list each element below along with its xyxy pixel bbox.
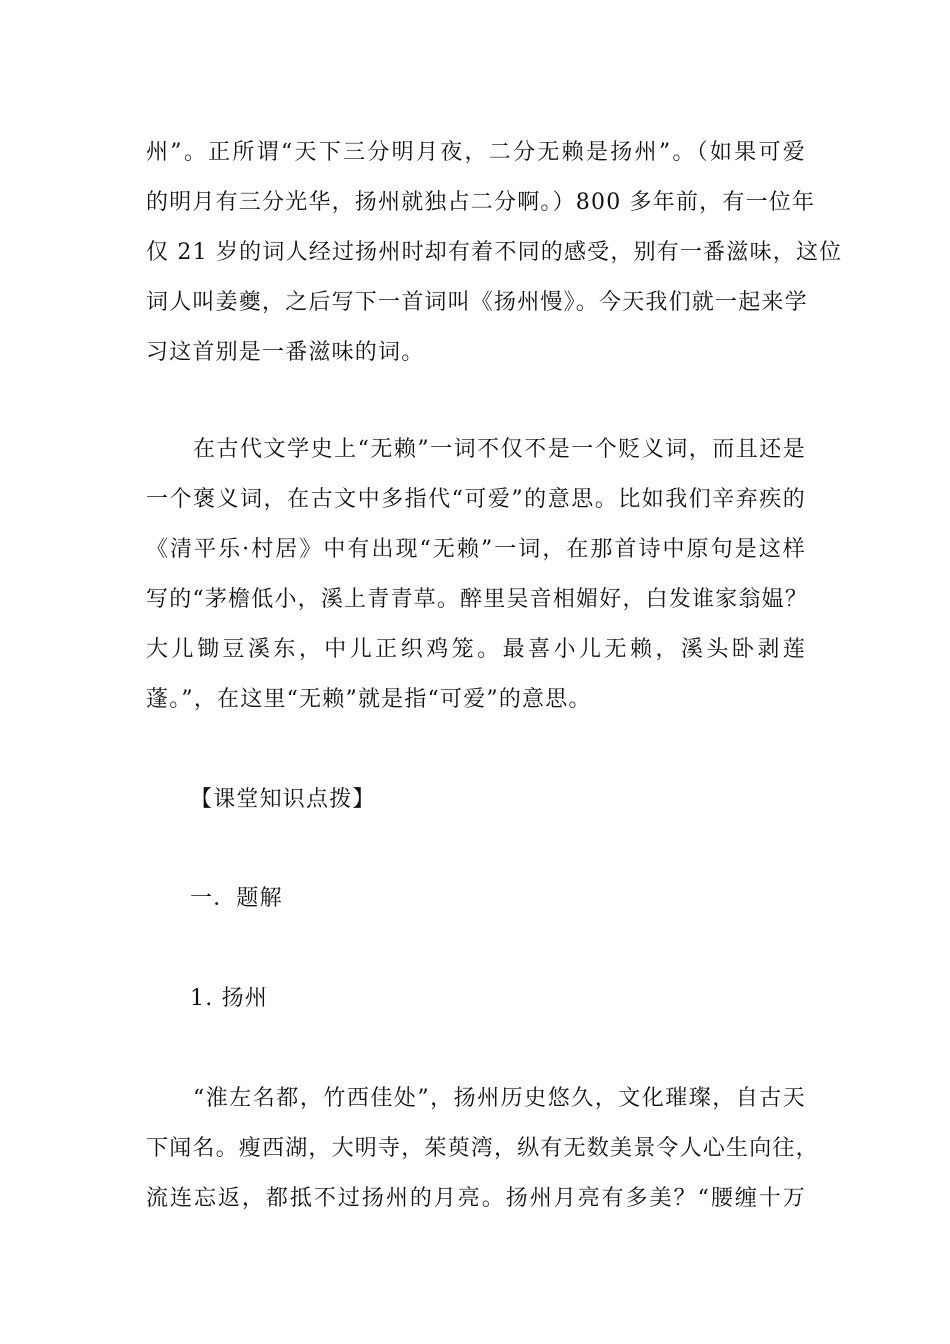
- paragraph-line: 的明月有三分光华，扬州就独占二分啊。）800 多年前，有一位年: [146, 190, 816, 215]
- section-heading-text: 【课堂知识点拨】: [190, 787, 376, 812]
- intro-paragraph: [146, 128, 843, 378]
- paragraph-line: 大儿锄豆溪东，中儿正织鸡笼。最喜小儿无赖，溪头卧剥莲: [146, 637, 806, 662]
- subheading-yangzhou: [146, 974, 850, 1024]
- subheading-title-explanation: [146, 874, 850, 924]
- wulai-paragraph: [146, 425, 809, 725]
- paragraph-line: 一个褒义词，在古文中多指代“可爱”的意思。比如我们辛弃疾的: [146, 487, 806, 512]
- paragraph-line: 流连忘返，都抵不过扬州的月亮。扬州月亮有多美？“腰缠十万: [146, 1186, 806, 1211]
- paragraph-line: 写的“茅檐低小，溪上青青草。醉里吴音相媚好，白发谁家翁媪？: [146, 587, 809, 612]
- paragraph-line: 词人叫姜夔，之后写下一首词叫《扬州慢》。今天我们就一起来学: [146, 290, 808, 315]
- subheading-text: 一．题解: [190, 886, 283, 911]
- yangzhou-paragraph: [146, 1074, 819, 1224]
- paragraph-line: 下闻名。瘦西湖，大明寺，茱萸湾，纵有无数美景令人心生向往，: [146, 1136, 819, 1161]
- paragraph-line: 在古代文学史上“无赖”一词不仅不是一个贬义词，而且还是: [146, 437, 806, 462]
- subheading-text: 1. 扬州: [190, 986, 268, 1011]
- paragraph-line: “淮左名都，竹西佳处”，扬州历史悠久，文化璀璨，自古天: [146, 1086, 806, 1111]
- paragraph-line: 习这首别是一番滋味的词。: [146, 340, 425, 365]
- paragraph-line: 蓬。”，在这里“无赖”就是指“可爱”的意思。: [146, 687, 592, 712]
- paragraph-line: 《清平乐·村居》中有出现“无赖”一词，在那首诗中原句是这样: [146, 537, 806, 562]
- paragraph-line: 州”。正所谓“天下三分明月夜，二分无赖是扬州”。（如果可爱: [146, 140, 806, 165]
- section-heading: [146, 775, 850, 825]
- paragraph-line: 仅 21 岁的词人经过扬州时却有着不同的感受，别有一番滋味，这位: [146, 240, 843, 265]
